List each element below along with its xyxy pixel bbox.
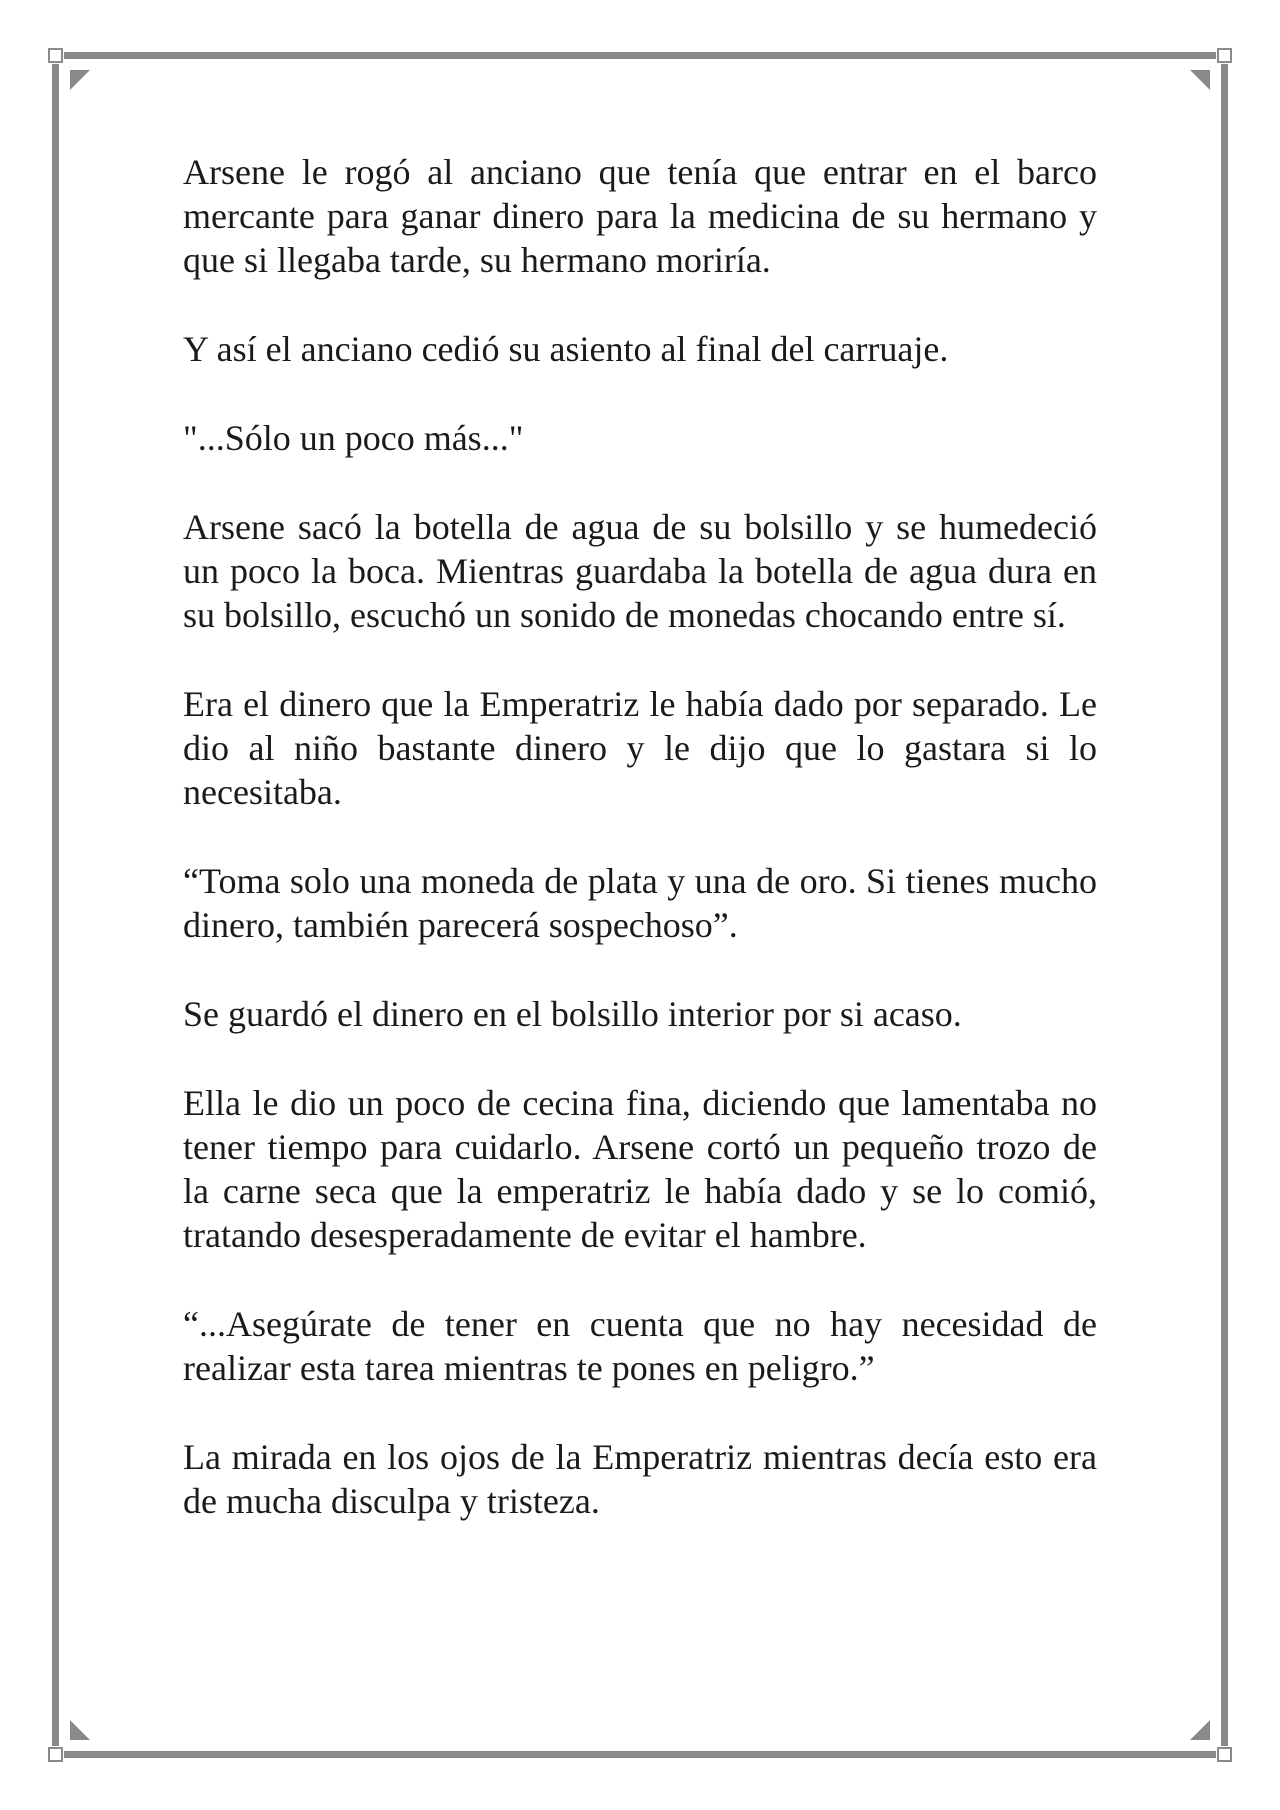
- corner-ornament-top-right: [1218, 49, 1231, 62]
- corner-triangle-bottom-left: [70, 1720, 90, 1740]
- page-body: [183, 150, 1097, 1568]
- paragraph: Ella le dio un poco de cecina fina, diciendo que lamentaba no tener tiempo para cuidarlo. Arsene cortó un pequeño trozo de la carne seca que la emperatriz le había dado y se lo comió, tratando desesperadamente de evitar el hambre.: [183, 1083, 1097, 1255]
- paragraph: Y así el anciano cedió su asiento al final del carruaje.: [183, 329, 949, 369]
- paragraph: “Toma solo una moneda de plata y una de oro. Si tienes mucho dinero, también parecerá sospechoso”.: [183, 861, 1097, 945]
- paragraph: Arsene le rogó al anciano que tenía que entrar en el barco mercante para ganar dinero para la medicina de su hermano y que si llegaba tarde, su hermano moriría.: [183, 152, 1097, 280]
- corner-ornament-bottom-right: [1218, 1748, 1231, 1761]
- corner-ornament-top-left: [49, 49, 62, 62]
- corner-ornament-bottom-left: [49, 1748, 62, 1761]
- paragraph: Arsene sacó la botella de agua de su bolsillo y se humedeció un poco la boca. Mientras guardaba la botella de agua dura en su bolsillo, escuchó un sonido de monedas chocando entre sí.: [183, 507, 1097, 635]
- paragraph: “...Asegúrate de tener en cuenta que no hay necesidad de realizar esta tarea mientras te pones en peligro.”: [183, 1304, 1097, 1388]
- paragraph: "...Sólo un poco más...": [183, 418, 524, 458]
- corner-triangle-top-right: [1190, 70, 1210, 90]
- corner-triangle-top-left: [70, 70, 90, 90]
- paragraph: Era el dinero que la Emperatriz le había dado por separado. Le dio al niño bastante dinero y le dijo que lo gastara si lo necesitaba.: [183, 684, 1097, 812]
- paragraph: Se guardó el dinero en el bolsillo interior por si acaso.: [183, 994, 962, 1034]
- paragraph: La mirada en los ojos de la Emperatriz mientras decía esto era de mucha disculpa y tristeza.: [183, 1437, 1097, 1521]
- corner-triangle-bottom-right: [1190, 1720, 1210, 1740]
